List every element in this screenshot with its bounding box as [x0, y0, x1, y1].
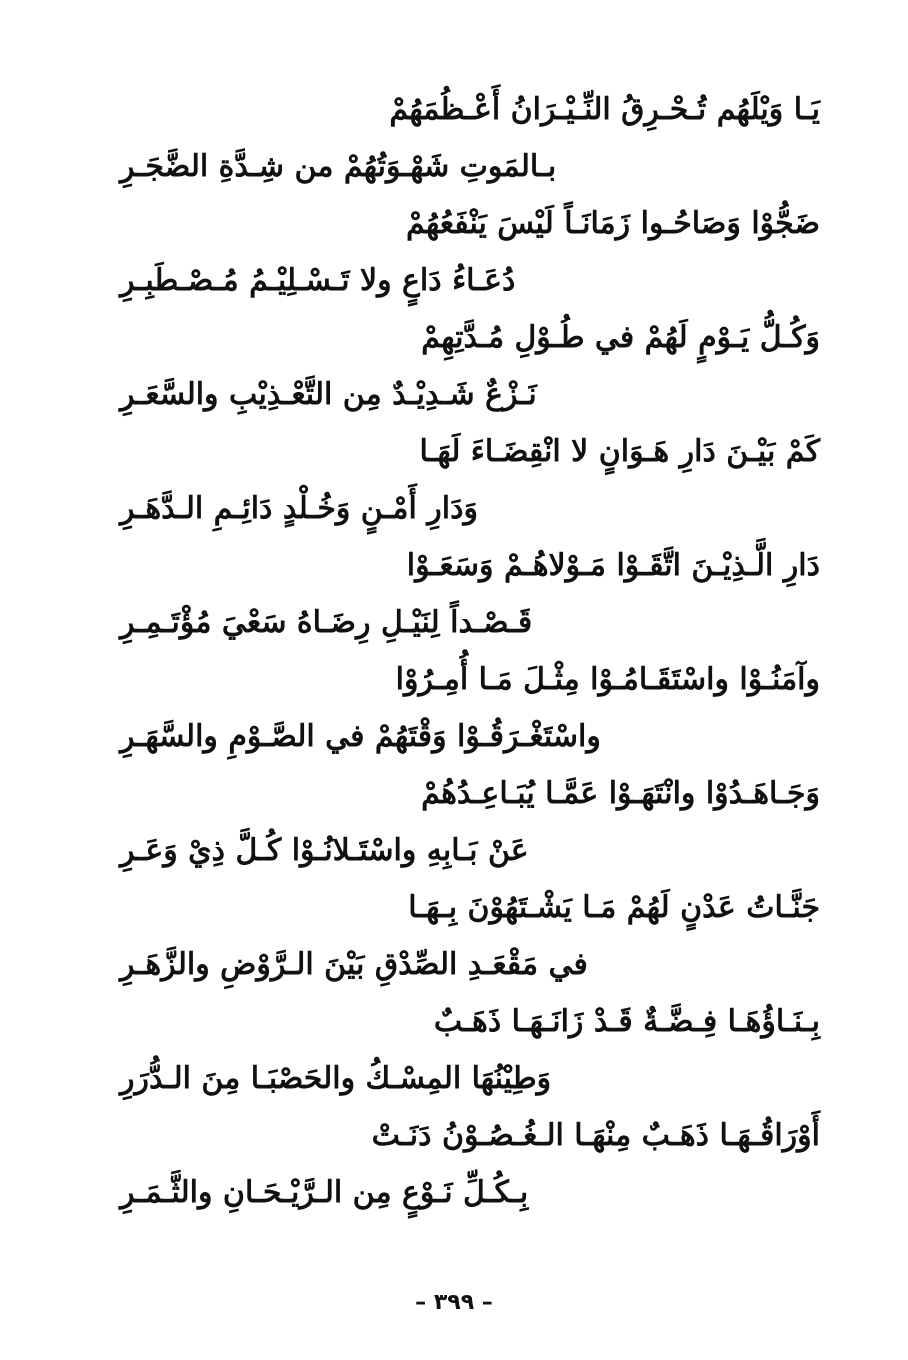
verse-line-20: بِـكُـلِّ نَـوْعٍ مِن الـرَّيْـحَـانِ والثَّـمَـرِ	[120, 1175, 529, 1210]
verse-line-9: دَارِ الَّـذِيْـنَ اتَّقَـوْا مَـوْلاهُـمْ وَسَعَـوْا	[406, 548, 820, 583]
verse-line-8: وَدَارِ أَمْـنٍ وَخُـلْدٍ دَائِـمِ الـدَّهَـرِ	[120, 491, 478, 526]
verse-line-12: واسْتَغْـرَقُـوْا وَقْتَهُمْ في الصَّـوْمِ والسَّهَـرِ	[120, 719, 601, 754]
verse-line-2: بـالمَوتِ شَهْـوَتُهُمْ من شِـدَّةِ الضَّجَـرِ	[120, 149, 557, 184]
verse-line-17: بِـنَـاؤُهَـا فِـضَّـةٌ قَـدْ زَانَـهَـا ذَهَـبٌ	[433, 1004, 820, 1039]
verse-line-6: نَـزْعٌ شَـدِيْـدٌ مِن التَّعْـذِيْبِ والسَّعَـرِ	[120, 377, 537, 412]
page-number: – ٣٩٩ –	[415, 1290, 493, 1315]
verse-line-16: في مَقْعَـدِ الصِّدْقِ بَيْنَ الـرَّوْضِ والزَّهَـرِ	[120, 947, 588, 982]
verse-line-19: أَوْرَاقُـهَـا ذَهَـبٌ مِنْهَـا الـغُـصُـوْنُ دَنَـتْ	[371, 1118, 820, 1153]
verse-line-5: وَكُـلُّ يَـوْمٍ لَهُمْ في طُـوْلِ مُـدَّتِهِمْ	[421, 320, 820, 355]
verse-line-7: كَمْ بَيْـنَ دَارِ هَـوَانٍ لا انْقِضَـاءَ لَهَـا	[419, 434, 820, 469]
verse-line-3: ضَجُّوْا وَصَاحُـوا زَمَانَـاً لَيْسَ يَنْفَعُهُمْ	[406, 206, 820, 241]
verse-line-13: وَجَـاهَـدُوْا وانْتَهَـوْا عَمَّـا يُبَـاعِـدُهُمْ	[421, 776, 820, 811]
verse-line-15: جَنَّـاتُ عَدْنٍ لَهُمْ مَـا يَشْـتَهُوْنَ بِـهَـا	[408, 890, 820, 925]
verse-line-10: قَـصْـداً لِنَيْـلِ رِضَـاهُ سَعْيَ مُؤْتَـمِـرِ	[120, 605, 533, 640]
verse-line-18: وَطِيْنُهَا المِسْـكُ والحَصْبَـا مِنَ الـدُّرَرِ	[120, 1061, 552, 1096]
verse-line-4: دُعَـاءُ دَاعٍ ولا تَـسْـلِيْـمُ مُـصْـطَبِـرِ	[120, 263, 516, 298]
verse-line-1: يَـا وَيْلَهُم تُـحْـرِقُ النِّـيْـرَانُ أَعْـظُمَهُمْ	[389, 92, 820, 127]
verse-line-11: وآمَنُـوْا واسْتَقَـامُـوْا مِثْـلَ مَـا أُمِـرُوْا	[395, 662, 820, 697]
verse-line-14: عَنْ بَـابِهِ واسْتَـلانُـوْا كُـلَّ ذِيْ وَعَـرِ	[120, 833, 529, 868]
